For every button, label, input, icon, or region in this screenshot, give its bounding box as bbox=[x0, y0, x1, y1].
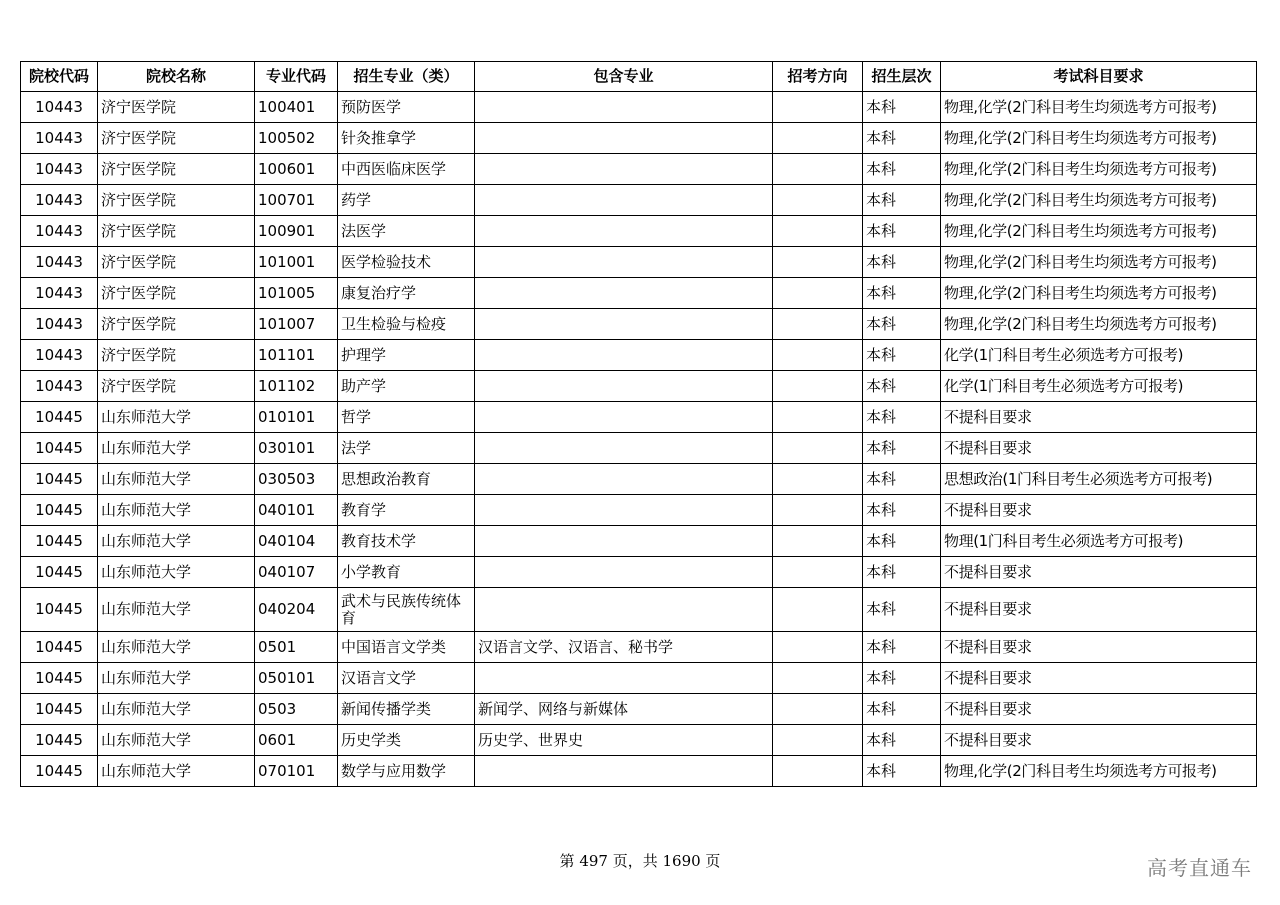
cell-school-name: 济宁医学院 bbox=[98, 247, 255, 278]
header-major: 招生专业（类） bbox=[338, 62, 475, 92]
cell-school-name: 山东师范大学 bbox=[98, 464, 255, 495]
cell-subject-requirement: 不提科目要求 bbox=[941, 495, 1257, 526]
table-row bbox=[21, 433, 1257, 464]
cell-level: 本科 bbox=[863, 92, 941, 123]
cell-direction bbox=[773, 663, 863, 694]
cell-included-majors bbox=[475, 663, 773, 694]
cell-school-name: 济宁医学院 bbox=[98, 216, 255, 247]
cell-school-code: 10445 bbox=[21, 588, 98, 632]
cell-major-code: 100901 bbox=[255, 216, 338, 247]
cell-major-code: 030503 bbox=[255, 464, 338, 495]
cell-level: 本科 bbox=[863, 663, 941, 694]
cell-direction bbox=[773, 694, 863, 725]
cell-major: 思想政治教育 bbox=[338, 464, 475, 495]
table-row bbox=[21, 340, 1257, 371]
cell-major: 中西医临床医学 bbox=[338, 154, 475, 185]
cell-subject-requirement: 不提科目要求 bbox=[941, 588, 1257, 632]
table-row bbox=[21, 526, 1257, 557]
cell-subject-requirement: 物理,化学(2门科目考生均须选考方可报考) bbox=[941, 756, 1257, 787]
cell-major: 哲学 bbox=[338, 402, 475, 433]
table-row bbox=[21, 557, 1257, 588]
cell-major-code: 101001 bbox=[255, 247, 338, 278]
cell-subject-requirement: 化学(1门科目考生必须选考方可报考) bbox=[941, 340, 1257, 371]
cell-subject-requirement: 不提科目要求 bbox=[941, 632, 1257, 663]
cell-major-code: 101005 bbox=[255, 278, 338, 309]
cell-level: 本科 bbox=[863, 123, 941, 154]
cell-school-code: 10445 bbox=[21, 557, 98, 588]
cell-major: 历史学类 bbox=[338, 725, 475, 756]
table-row bbox=[21, 92, 1257, 123]
table-row bbox=[21, 154, 1257, 185]
cell-school-name: 山东师范大学 bbox=[98, 663, 255, 694]
table-row bbox=[21, 278, 1257, 309]
table-row bbox=[21, 123, 1257, 154]
cell-major: 新闻传播学类 bbox=[338, 694, 475, 725]
cell-direction bbox=[773, 185, 863, 216]
cell-school-code: 10443 bbox=[21, 309, 98, 340]
cell-level: 本科 bbox=[863, 247, 941, 278]
cell-major-code: 0601 bbox=[255, 725, 338, 756]
cell-school-name: 济宁医学院 bbox=[98, 340, 255, 371]
cell-school-code: 10445 bbox=[21, 464, 98, 495]
cell-major-code: 0503 bbox=[255, 694, 338, 725]
table-row bbox=[21, 495, 1257, 526]
table-body bbox=[21, 92, 1257, 787]
table-row bbox=[21, 185, 1257, 216]
table-row bbox=[21, 663, 1257, 694]
cell-school-name: 济宁医学院 bbox=[98, 185, 255, 216]
cell-school-name: 济宁医学院 bbox=[98, 371, 255, 402]
cell-subject-requirement: 物理,化学(2门科目考生均须选考方可报考) bbox=[941, 92, 1257, 123]
cell-level: 本科 bbox=[863, 725, 941, 756]
cell-major-code: 101102 bbox=[255, 371, 338, 402]
cell-direction bbox=[773, 123, 863, 154]
cell-school-name: 山东师范大学 bbox=[98, 588, 255, 632]
cell-included-majors bbox=[475, 247, 773, 278]
table-row bbox=[21, 756, 1257, 787]
cell-level: 本科 bbox=[863, 495, 941, 526]
cell-school-name: 山东师范大学 bbox=[98, 557, 255, 588]
cell-level: 本科 bbox=[863, 371, 941, 402]
cell-direction bbox=[773, 371, 863, 402]
cell-major: 针灸推拿学 bbox=[338, 123, 475, 154]
cell-direction bbox=[773, 725, 863, 756]
cell-included-majors: 新闻学、网络与新媒体 bbox=[475, 694, 773, 725]
cell-subject-requirement: 不提科目要求 bbox=[941, 694, 1257, 725]
cell-major: 护理学 bbox=[338, 340, 475, 371]
cell-level: 本科 bbox=[863, 694, 941, 725]
cell-subject-requirement: 不提科目要求 bbox=[941, 725, 1257, 756]
table-row bbox=[21, 371, 1257, 402]
cell-major: 康复治疗学 bbox=[338, 278, 475, 309]
header-subject-requirement: 考试科目要求 bbox=[941, 62, 1257, 92]
cell-direction bbox=[773, 588, 863, 632]
cell-included-majors bbox=[475, 340, 773, 371]
cell-subject-requirement: 物理,化学(2门科目考生均须选考方可报考) bbox=[941, 278, 1257, 309]
cell-included-majors bbox=[475, 154, 773, 185]
table-row bbox=[21, 725, 1257, 756]
cell-school-code: 10445 bbox=[21, 694, 98, 725]
table-row bbox=[21, 309, 1257, 340]
cell-direction bbox=[773, 756, 863, 787]
cell-school-code: 10445 bbox=[21, 663, 98, 694]
cell-school-code: 10443 bbox=[21, 216, 98, 247]
cell-major: 教育学 bbox=[338, 495, 475, 526]
cell-level: 本科 bbox=[863, 185, 941, 216]
cell-subject-requirement: 思想政治(1门科目考生必须选考方可报考) bbox=[941, 464, 1257, 495]
cell-major: 医学检验技术 bbox=[338, 247, 475, 278]
cell-included-majors bbox=[475, 557, 773, 588]
cell-major-code: 030101 bbox=[255, 433, 338, 464]
cell-major-code: 100701 bbox=[255, 185, 338, 216]
cell-major-code: 070101 bbox=[255, 756, 338, 787]
cell-subject-requirement: 物理,化学(2门科目考生均须选考方可报考) bbox=[941, 123, 1257, 154]
cell-subject-requirement: 不提科目要求 bbox=[941, 402, 1257, 433]
cell-subject-requirement: 物理,化学(2门科目考生均须选考方可报考) bbox=[941, 185, 1257, 216]
cell-level: 本科 bbox=[863, 433, 941, 464]
cell-school-name: 济宁医学院 bbox=[98, 278, 255, 309]
cell-school-code: 10445 bbox=[21, 526, 98, 557]
cell-school-code: 10445 bbox=[21, 402, 98, 433]
cell-level: 本科 bbox=[863, 216, 941, 247]
cell-direction bbox=[773, 526, 863, 557]
table-row bbox=[21, 588, 1257, 632]
cell-school-name: 济宁医学院 bbox=[98, 309, 255, 340]
cell-school-code: 10443 bbox=[21, 123, 98, 154]
table-row bbox=[21, 216, 1257, 247]
cell-direction bbox=[773, 340, 863, 371]
table-row bbox=[21, 694, 1257, 725]
cell-major-code: 101101 bbox=[255, 340, 338, 371]
cell-school-name: 山东师范大学 bbox=[98, 402, 255, 433]
header-level: 招生层次 bbox=[863, 62, 941, 92]
cell-major: 数学与应用数学 bbox=[338, 756, 475, 787]
table-row bbox=[21, 632, 1257, 663]
cell-school-code: 10443 bbox=[21, 154, 98, 185]
cell-major-code: 101007 bbox=[255, 309, 338, 340]
cell-major-code: 010101 bbox=[255, 402, 338, 433]
cell-school-name: 济宁医学院 bbox=[98, 92, 255, 123]
cell-school-name: 山东师范大学 bbox=[98, 725, 255, 756]
cell-level: 本科 bbox=[863, 154, 941, 185]
cell-subject-requirement: 物理,化学(2门科目考生均须选考方可报考) bbox=[941, 154, 1257, 185]
header-school-code: 院校代码 bbox=[21, 62, 98, 92]
cell-included-majors bbox=[475, 185, 773, 216]
cell-direction bbox=[773, 632, 863, 663]
cell-direction bbox=[773, 433, 863, 464]
header-row bbox=[21, 62, 1257, 92]
cell-subject-requirement: 化学(1门科目考生必须选考方可报考) bbox=[941, 371, 1257, 402]
cell-major: 中国语言文学类 bbox=[338, 632, 475, 663]
cell-school-code: 10445 bbox=[21, 725, 98, 756]
cell-direction bbox=[773, 402, 863, 433]
table-row bbox=[21, 247, 1257, 278]
cell-direction bbox=[773, 495, 863, 526]
table-row bbox=[21, 464, 1257, 495]
header-direction: 招考方向 bbox=[773, 62, 863, 92]
cell-included-majors: 历史学、世界史 bbox=[475, 725, 773, 756]
cell-direction bbox=[773, 557, 863, 588]
cell-major-code: 100401 bbox=[255, 92, 338, 123]
cell-included-majors bbox=[475, 278, 773, 309]
cell-level: 本科 bbox=[863, 632, 941, 663]
cell-direction bbox=[773, 216, 863, 247]
cell-level: 本科 bbox=[863, 402, 941, 433]
cell-direction bbox=[773, 247, 863, 278]
cell-included-majors bbox=[475, 216, 773, 247]
cell-included-majors: 汉语言文学、汉语言、秘书学 bbox=[475, 632, 773, 663]
cell-direction bbox=[773, 464, 863, 495]
cell-included-majors bbox=[475, 588, 773, 632]
cell-school-name: 山东师范大学 bbox=[98, 694, 255, 725]
cell-school-name: 山东师范大学 bbox=[98, 495, 255, 526]
cell-school-name: 山东师范大学 bbox=[98, 526, 255, 557]
cell-included-majors bbox=[475, 526, 773, 557]
cell-included-majors bbox=[475, 123, 773, 154]
watermark-logo-text: 高考直通车 bbox=[1147, 856, 1252, 880]
cell-level: 本科 bbox=[863, 588, 941, 632]
cell-included-majors bbox=[475, 309, 773, 340]
header-included-majors: 包含专业 bbox=[475, 62, 773, 92]
cell-school-code: 10445 bbox=[21, 632, 98, 663]
cell-school-name: 山东师范大学 bbox=[98, 756, 255, 787]
cell-school-name: 山东师范大学 bbox=[98, 632, 255, 663]
cell-major-code: 040107 bbox=[255, 557, 338, 588]
cell-level: 本科 bbox=[863, 526, 941, 557]
cell-major-code: 050101 bbox=[255, 663, 338, 694]
cell-major-code: 040101 bbox=[255, 495, 338, 526]
cell-school-name: 山东师范大学 bbox=[98, 433, 255, 464]
cell-school-code: 10445 bbox=[21, 433, 98, 464]
cell-included-majors bbox=[475, 464, 773, 495]
cell-subject-requirement: 不提科目要求 bbox=[941, 557, 1257, 588]
cell-included-majors bbox=[475, 756, 773, 787]
cell-school-name: 济宁医学院 bbox=[98, 154, 255, 185]
cell-major: 助产学 bbox=[338, 371, 475, 402]
cell-direction bbox=[773, 309, 863, 340]
cell-major: 预防医学 bbox=[338, 92, 475, 123]
admission-table bbox=[20, 61, 1257, 787]
cell-subject-requirement: 物理(1门科目考生必须选考方可报考) bbox=[941, 526, 1257, 557]
cell-included-majors bbox=[475, 371, 773, 402]
cell-school-code: 10445 bbox=[21, 495, 98, 526]
cell-direction bbox=[773, 92, 863, 123]
cell-subject-requirement: 不提科目要求 bbox=[941, 433, 1257, 464]
cell-school-code: 10443 bbox=[21, 247, 98, 278]
cell-direction bbox=[773, 154, 863, 185]
cell-direction bbox=[773, 278, 863, 309]
table-row bbox=[21, 402, 1257, 433]
cell-level: 本科 bbox=[863, 756, 941, 787]
cell-school-code: 10445 bbox=[21, 756, 98, 787]
cell-included-majors bbox=[475, 402, 773, 433]
cell-school-code: 10443 bbox=[21, 278, 98, 309]
cell-major-code: 100601 bbox=[255, 154, 338, 185]
cell-major: 武术与民族传统体育 bbox=[338, 588, 475, 632]
cell-major-code: 100502 bbox=[255, 123, 338, 154]
cell-major: 药学 bbox=[338, 185, 475, 216]
cell-school-code: 10443 bbox=[21, 92, 98, 123]
cell-subject-requirement: 物理,化学(2门科目考生均须选考方可报考) bbox=[941, 309, 1257, 340]
cell-major: 法学 bbox=[338, 433, 475, 464]
cell-major-code: 0501 bbox=[255, 632, 338, 663]
page-footer: 第 497 页，共 1690 页 bbox=[559, 852, 721, 870]
cell-included-majors bbox=[475, 92, 773, 123]
cell-included-majors bbox=[475, 433, 773, 464]
header-major-code: 专业代码 bbox=[255, 62, 338, 92]
cell-major: 法医学 bbox=[338, 216, 475, 247]
cell-level: 本科 bbox=[863, 340, 941, 371]
cell-school-code: 10443 bbox=[21, 185, 98, 216]
cell-major: 汉语言文学 bbox=[338, 663, 475, 694]
cell-level: 本科 bbox=[863, 309, 941, 340]
cell-subject-requirement: 物理,化学(2门科目考生均须选考方可报考) bbox=[941, 247, 1257, 278]
cell-major-code: 040104 bbox=[255, 526, 338, 557]
cell-level: 本科 bbox=[863, 278, 941, 309]
cell-school-code: 10443 bbox=[21, 340, 98, 371]
cell-major: 小学教育 bbox=[338, 557, 475, 588]
cell-major: 教育技术学 bbox=[338, 526, 475, 557]
cell-major: 卫生检验与检疫 bbox=[338, 309, 475, 340]
cell-included-majors bbox=[475, 495, 773, 526]
cell-school-name: 济宁医学院 bbox=[98, 123, 255, 154]
cell-subject-requirement: 物理,化学(2门科目考生均须选考方可报考) bbox=[941, 216, 1257, 247]
cell-school-code: 10443 bbox=[21, 371, 98, 402]
cell-major-code: 040204 bbox=[255, 588, 338, 632]
cell-level: 本科 bbox=[863, 464, 941, 495]
cell-level: 本科 bbox=[863, 557, 941, 588]
header-school-name: 院校名称 bbox=[98, 62, 255, 92]
cell-subject-requirement: 不提科目要求 bbox=[941, 663, 1257, 694]
